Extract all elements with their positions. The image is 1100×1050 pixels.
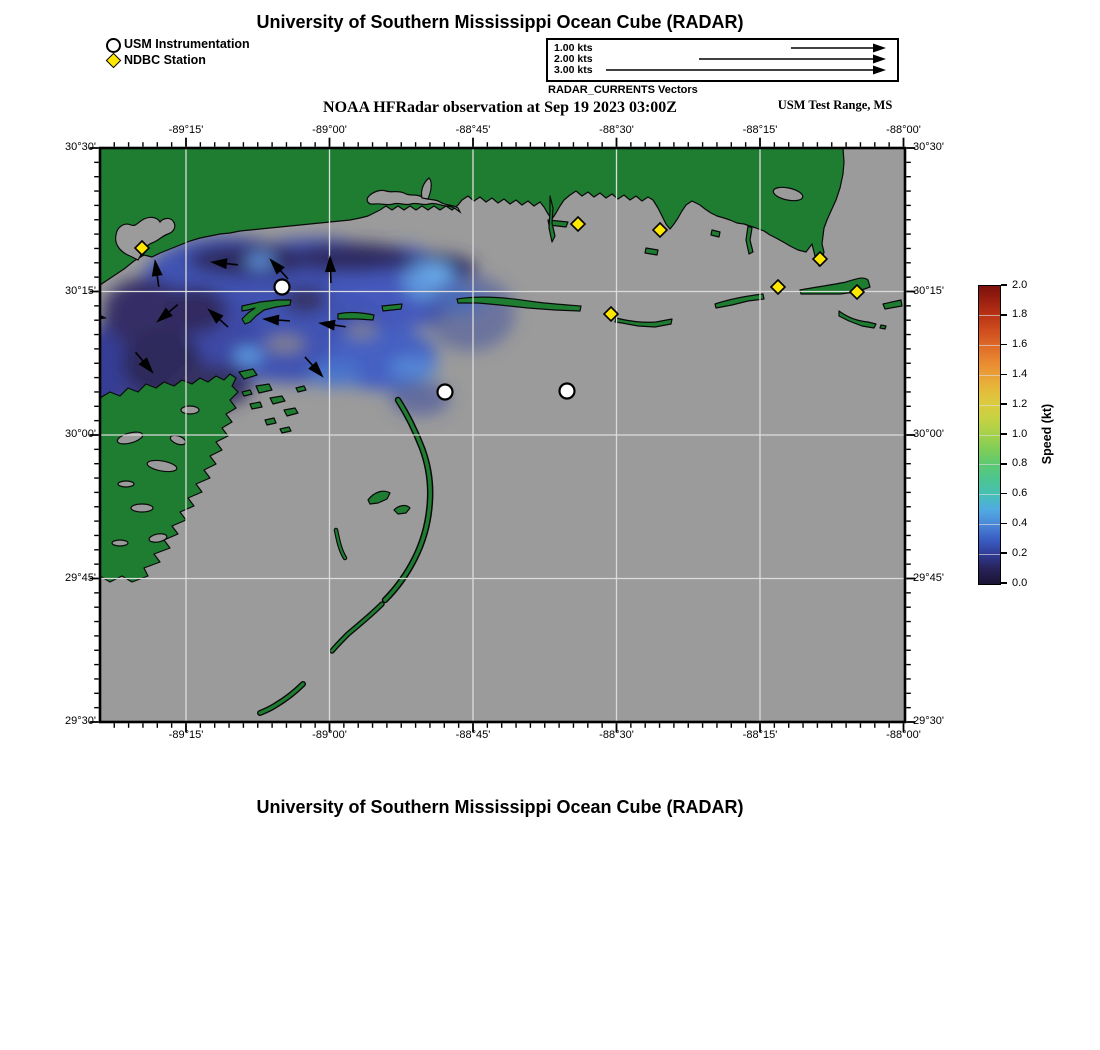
colorbar-tick-label: 1.6	[1012, 338, 1028, 351]
coastal-map	[100, 148, 905, 722]
x-axis-label-bottom: -88°45'	[455, 729, 491, 741]
colorbar-tick	[1001, 463, 1007, 465]
legend-usm-label: USM Instrumentation	[124, 37, 250, 51]
vector-scale-arrows	[548, 40, 893, 80]
map-plot-area[interactable]	[100, 148, 905, 722]
usm-station-marker	[275, 280, 290, 295]
ndbc-station-icon	[106, 53, 122, 69]
x-axis-label-top: -89°00'	[312, 124, 347, 136]
y-axis-label-left: 30°15'	[65, 284, 96, 297]
colorbar-level-line	[979, 524, 1000, 525]
x-axis-label-bottom: -88°00'	[886, 729, 921, 741]
colorbar-tick	[1001, 493, 1007, 495]
y-axis-label-left: 30°00'	[65, 428, 96, 440]
colorbar-tick	[1001, 344, 1007, 346]
test-range-label: USM Test Range, MS	[777, 98, 893, 112]
colorbar-tick-label: 1.4	[1012, 367, 1028, 380]
colorbar-level-line	[979, 315, 1000, 316]
colorbar-tick-label: 0.6	[1012, 487, 1028, 500]
vector-scale-3kt-label: 3.00 kts	[554, 64, 593, 76]
scale-arrow-head	[873, 66, 886, 75]
colorbar-level-line	[979, 464, 1000, 465]
page-title: University of Southern Mississippi Ocean Cube (RADAR)	[256, 12, 744, 32]
colorbar-tick-label: 2.0	[1012, 278, 1028, 291]
x-axis-label-top: -89°15'	[168, 124, 204, 136]
colorbar-level-line	[979, 405, 1000, 406]
x-axis-label-bottom: -88°15'	[742, 729, 778, 741]
scale-arrow-head	[873, 55, 886, 64]
usm-instrumentation-icon	[106, 38, 121, 53]
colorbar-tick	[1001, 314, 1007, 316]
x-axis-label-bottom: -88°30'	[599, 729, 634, 741]
colorbar-tick	[1001, 403, 1007, 405]
colorbar-tick	[1001, 582, 1007, 584]
colorbar-level-line	[979, 375, 1000, 376]
colorbar-tick-label: 1.2	[1012, 397, 1028, 410]
usm-station-marker	[560, 384, 575, 399]
x-axis-label-top: -88°00'	[886, 124, 921, 136]
colorbar-tick	[1001, 523, 1007, 525]
footer-title: University of Southern Mississippi Ocean Cube (RADAR)	[256, 797, 744, 817]
colorbar-tick-label: 0.2	[1012, 546, 1028, 559]
y-axis-label-left: 30°30'	[65, 141, 96, 153]
x-axis-label-top: -88°30'	[599, 124, 634, 136]
ship-island-west	[338, 312, 374, 320]
usm-station-marker	[438, 385, 453, 400]
colorbar-tick-label: 0.4	[1012, 516, 1028, 529]
y-axis-label-left: 29°45'	[65, 571, 96, 584]
colorbar-tick-label: 1.0	[1012, 427, 1028, 440]
x-axis-label-top: -88°45'	[455, 124, 491, 136]
speed-colorbar	[978, 285, 1001, 585]
y-axis-label-left: 29°30'	[65, 715, 96, 727]
x-axis-label-bottom: -89°00'	[312, 729, 347, 741]
colorbar-tick-label: 0.0	[1012, 576, 1028, 589]
colorbar-tick	[1001, 374, 1007, 376]
x-axis-label-bottom: -89°15'	[168, 729, 204, 741]
colorbar-tick-label: 0.8	[1012, 457, 1028, 470]
colorbar-level-line	[979, 494, 1000, 495]
vector-scale-caption: RADAR_CURRENTS Vectors	[548, 84, 698, 96]
colorbar-tick	[1001, 284, 1007, 286]
vector-scale-1kt-label: 1.00 kts	[554, 42, 593, 54]
vector-scale-box	[546, 38, 899, 82]
y-axis-label-right: 30°00'	[913, 428, 944, 440]
colorbar-level-line	[979, 435, 1000, 436]
colorbar-title: Speed (kt)	[1040, 403, 1054, 465]
y-axis-label-right: 29°30'	[913, 715, 944, 727]
scale-arrow-head	[873, 44, 886, 53]
colorbar-tick	[1001, 552, 1007, 554]
observation-subtitle: NOAA HFRadar observation at Sep 19 2023 03:00Z	[323, 99, 677, 116]
y-axis-label-right: 30°15'	[913, 284, 944, 297]
colorbar-level-line	[979, 345, 1000, 346]
colorbar-level-line	[979, 554, 1000, 555]
y-axis-label-right: 30°30'	[913, 141, 944, 153]
y-axis-label-right: 29°45'	[913, 571, 944, 584]
colorbar-tick	[1001, 433, 1007, 435]
vector-scale-2kt-label: 2.00 kts	[554, 53, 593, 65]
x-axis-label-top: -88°15'	[742, 124, 778, 136]
legend-ndbc-label: NDBC Station	[124, 53, 206, 67]
colorbar-tick-label: 1.8	[1012, 308, 1028, 321]
